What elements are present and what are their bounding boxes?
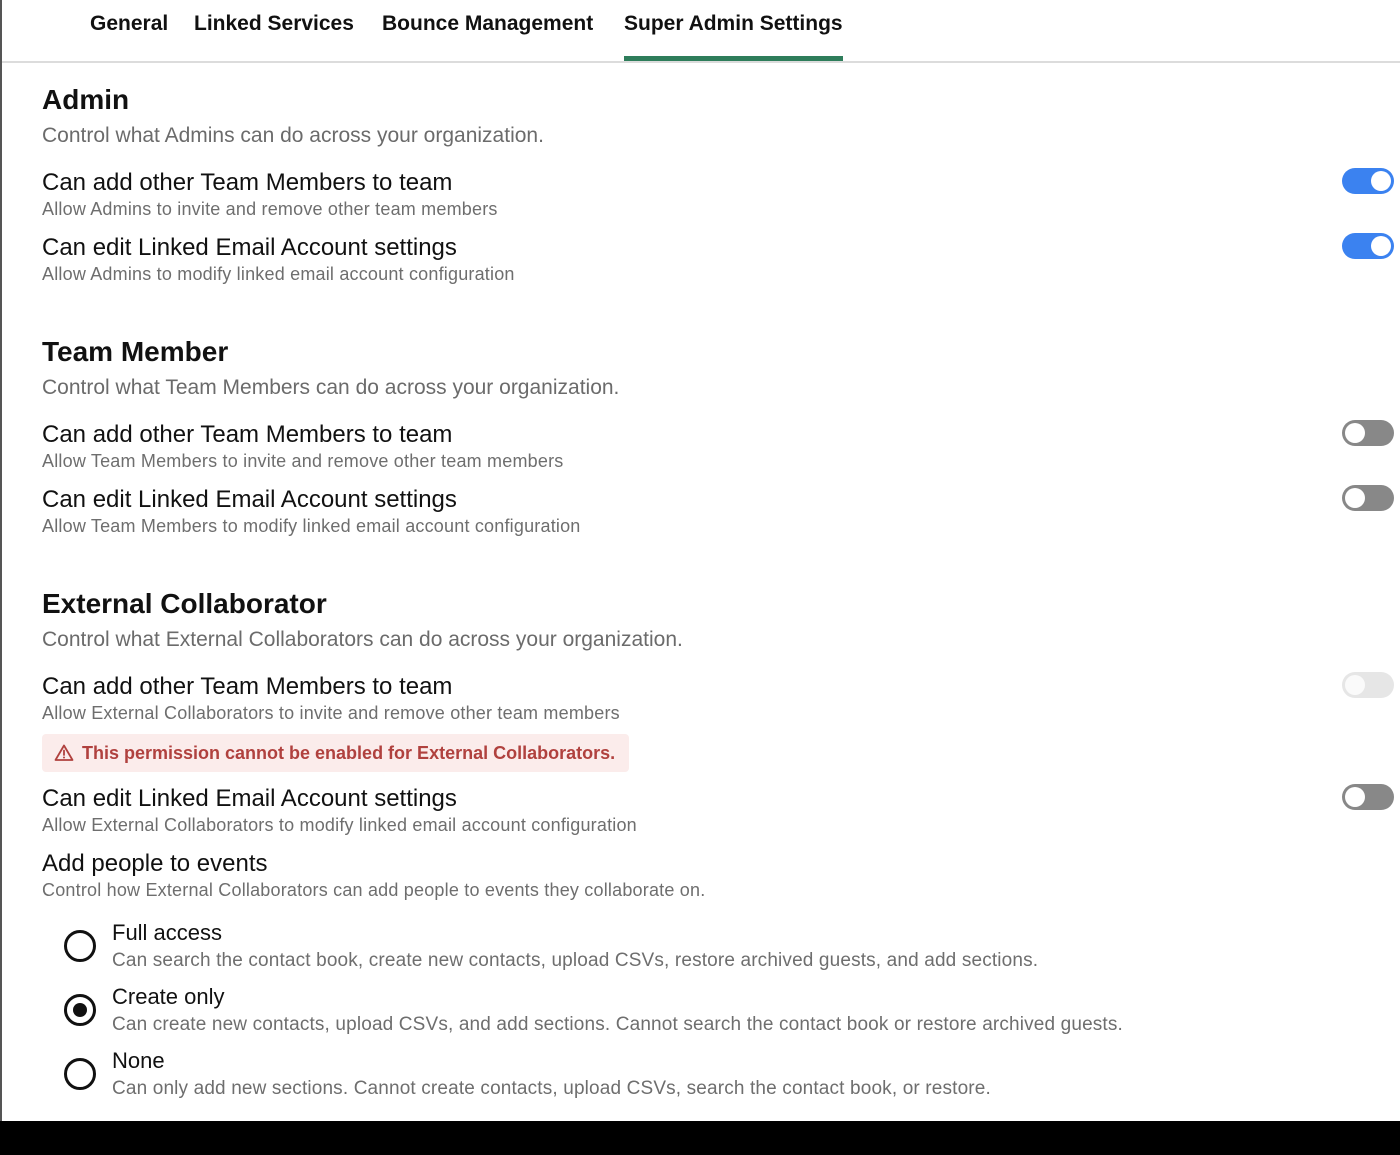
admin-edit-email-description: Allow Admins to modify linked email account configuration (42, 264, 515, 284)
radio-create-only-description: Can create new contacts, upload CSVs, and add sections. Cannot search the contact book or restore archived guests. (112, 1014, 1123, 1035)
radio-create-only[interactable] (64, 994, 96, 1026)
toggle-knob (1345, 423, 1365, 443)
external-edit-email-title: Can edit Linked Email Account settings (42, 785, 457, 812)
toggle-knob (1345, 488, 1365, 508)
admin-add-members-toggle[interactable] (1342, 168, 1394, 194)
team-member-edit-email-toggle[interactable] (1342, 485, 1394, 511)
team-member-edit-email-description: Allow Team Members to modify linked email account configuration (42, 516, 581, 536)
team-member-section-description: Control what Team Members can do across your organization. (42, 376, 620, 399)
team-member-edit-email-title: Can edit Linked Email Account settings (42, 486, 457, 513)
warning-triangle-icon (54, 743, 74, 763)
external-add-members-title: Can add other Team Members to team (42, 673, 453, 700)
tab-linked-services[interactable]: Linked Services (194, 12, 354, 35)
team-member-add-members-description: Allow Team Members to invite and remove other team members (42, 451, 564, 471)
external-permission-warning (42, 734, 629, 772)
radio-none-label[interactable]: None (112, 1048, 165, 1073)
team-member-add-members-toggle[interactable] (1342, 420, 1394, 446)
admin-section-description: Control what Admins can do across your organization. (42, 124, 544, 147)
radio-full-access-description: Can search the contact book, create new contacts, upload CSVs, restore archived guests, and add sections. (112, 950, 1039, 971)
team-member-add-members-title: Can add other Team Members to team (42, 421, 453, 448)
toggle-knob (1345, 787, 1365, 807)
external-section-title: External Collaborator (42, 588, 327, 619)
radio-create-only-label[interactable]: Create only (112, 984, 225, 1009)
external-section-description: Control what External Collaborators can do across your organization. (42, 628, 683, 651)
tab-general[interactable]: General (90, 12, 169, 35)
admin-edit-email-title: Can edit Linked Email Account settings (42, 234, 457, 261)
add-people-description: Control how External Collaborators can add people to events they collaborate on. (42, 880, 706, 900)
settings-tabs (2, 0, 1400, 63)
tab-super-admin-settings[interactable]: Super Admin Settings (624, 12, 843, 62)
radio-none[interactable] (64, 1058, 96, 1090)
warning-text: This permission cannot be enabled for External Collaborators. (82, 742, 616, 763)
external-add-members-description: Allow External Collaborators to invite and remove other team members (42, 703, 620, 723)
radio-full-access[interactable] (64, 930, 96, 962)
admin-add-members-title: Can add other Team Members to team (42, 169, 453, 196)
add-people-title: Add people to events (42, 850, 268, 877)
admin-section-title: Admin (42, 84, 130, 115)
admin-add-members-description: Allow Admins to invite and remove other team members (42, 199, 498, 219)
toggle-knob (1371, 171, 1391, 191)
external-edit-email-toggle[interactable] (1342, 784, 1394, 810)
toggle-knob (1371, 236, 1391, 256)
tab-bounce-management[interactable]: Bounce Management (382, 12, 594, 35)
external-add-members-toggle (1342, 672, 1394, 698)
external-edit-email-description: Allow External Collaborators to modify linked email account configuration (42, 815, 637, 835)
radio-full-access-label[interactable]: Full access (112, 920, 223, 945)
radio-none-description: Can only add new sections. Cannot create contacts, upload CSVs, search the contact book, or restore. (112, 1078, 991, 1099)
toggle-knob (1345, 675, 1365, 695)
admin-edit-email-toggle[interactable] (1342, 233, 1394, 259)
team-member-section-title: Team Member (42, 336, 229, 367)
